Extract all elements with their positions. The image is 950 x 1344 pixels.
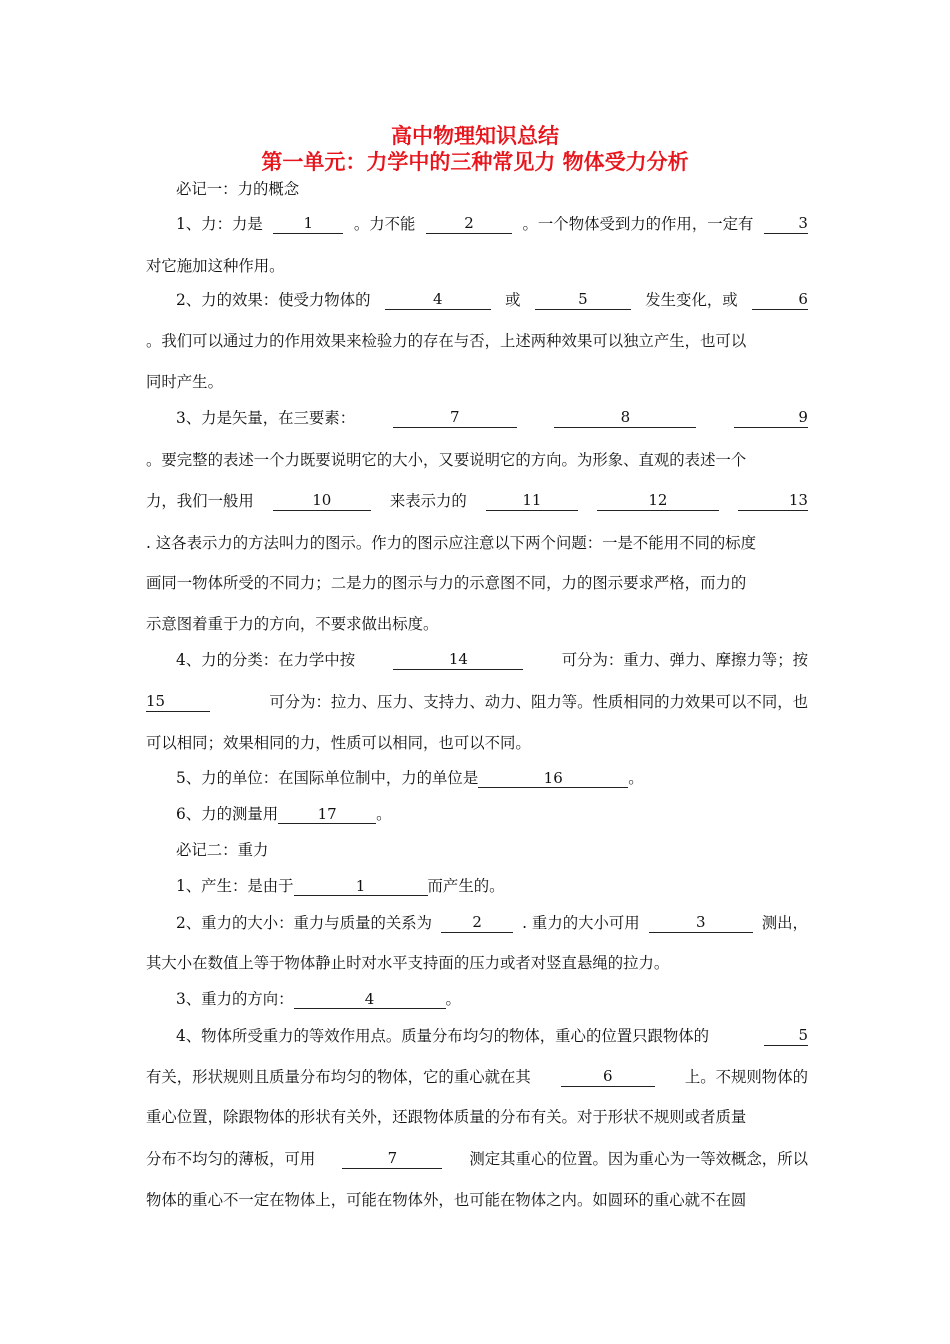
fill-blank: 6 xyxy=(752,290,808,310)
fill-blank: 2 xyxy=(426,214,512,234)
fill-blank: 3 xyxy=(764,214,808,234)
fill-blank: 7 xyxy=(342,1149,442,1169)
fill-blank: 16 xyxy=(478,769,628,788)
section2-heading: 必记二：重力 xyxy=(176,841,269,859)
fill-blank: 2 xyxy=(441,913,513,933)
s1-item2-line2: 。我们可以通过力的作用效果来检验力的存在与否，上述两种效果可以独立产生，也可以 xyxy=(146,332,747,350)
document-title: 高中物理知识总结 xyxy=(391,124,559,148)
text: 可分为：拉力、压力、支持力、动力、阻力等。性质相同的力效果可以不同，也 xyxy=(269,693,808,711)
text: 1、力：力是 xyxy=(176,215,263,233)
fill-blank: 4 xyxy=(294,990,446,1009)
s1-item3-line3 xyxy=(146,491,808,511)
text: 测出， xyxy=(761,914,808,932)
text: 。 xyxy=(628,769,644,787)
text: 可分为：重力、弹力、摩擦力等；按 xyxy=(561,651,808,669)
section1-heading: 必记一：力的概念 xyxy=(176,180,300,198)
s1-item3-line4: . 这各表示力的方法叫力的图示。作力的图示应注意以下两个问题：一是不能用不同的标度 xyxy=(146,534,757,552)
text: 而产生的。 xyxy=(427,877,505,895)
text: 3、力是矢量，在三要素： xyxy=(176,409,356,427)
text: 。 xyxy=(445,990,461,1008)
fill-blank: 9 xyxy=(734,408,808,428)
text: 6、力的测量用 xyxy=(176,805,279,823)
text: . 重力的大小可用 xyxy=(522,914,640,932)
text: 测定其重心的位置。因为重心为一等效概念，所以 xyxy=(469,1150,808,1168)
s1-item4-line3: 可以相同；效果相同的力，性质可以相同，也可以不同。 xyxy=(146,734,531,752)
fill-blank: 13 xyxy=(738,491,808,511)
text: 2、力的效果：使受力物体的 xyxy=(176,291,371,309)
fill-blank: 1 xyxy=(294,877,428,896)
s2-item3 xyxy=(176,989,808,1009)
text: 2、重力的大小：重力与质量的关系为 xyxy=(176,914,433,932)
fill-blank: 6 xyxy=(561,1067,655,1087)
fill-blank: 8 xyxy=(554,408,696,428)
s1-item6 xyxy=(176,804,808,824)
text: 1、产生：是由于 xyxy=(176,877,294,895)
s2-item4-line2 xyxy=(146,1067,808,1087)
s2-item4-line4 xyxy=(146,1149,808,1169)
text: 3、重力的方向： xyxy=(176,990,294,1008)
fill-blank: 3 xyxy=(649,913,753,933)
s1-item5 xyxy=(176,768,808,788)
s1-item1-line1 xyxy=(176,214,808,234)
s1-item3-line1 xyxy=(176,408,808,428)
text: 分布不均匀的薄板，可用 xyxy=(146,1150,316,1168)
s2-item1 xyxy=(176,876,808,896)
text: 力，我们一般用 xyxy=(146,492,254,510)
text: 来表示力的 xyxy=(389,492,467,510)
fill-blank: 15 xyxy=(146,692,210,712)
unit-subtitle: 第一单元：力学中的三种常见力 物体受力分析 xyxy=(261,150,689,174)
fill-blank: 1 xyxy=(273,214,343,234)
s2-item4-line3: 重心位置，除跟物体的形状有关外，还跟物体质量的分布有关。对于形状不规则或者质量 xyxy=(146,1108,747,1126)
fill-blank: 10 xyxy=(273,491,371,511)
s1-item3-line6: 示意图着重于力的方向，不要求做出标度。 xyxy=(146,615,439,633)
s1-item1-line2: 对它施加这种作用。 xyxy=(146,257,285,275)
text: 4、物体所受重力的等效作用点。质量分布均匀的物体，重心的位置只跟物体的 xyxy=(176,1027,710,1045)
text: 。力不能 xyxy=(353,215,416,233)
fill-blank: 5 xyxy=(535,290,631,310)
s2-item4-line1 xyxy=(176,1026,808,1046)
text: 。一个物体受到力的作用，一定有 xyxy=(522,215,754,233)
fill-blank: 12 xyxy=(597,491,719,511)
fill-blank: 11 xyxy=(486,491,578,511)
fill-blank: 5 xyxy=(764,1026,808,1046)
fill-blank: 7 xyxy=(393,408,517,428)
s1-item4-line1 xyxy=(176,650,808,670)
text: 。 xyxy=(376,805,392,823)
text: 有关，形状规则且质量分布均匀的物体，它的重心就在其 xyxy=(146,1068,531,1086)
fill-blank: 4 xyxy=(385,290,491,310)
text: 5、力的单位：在国际单位制中，力的单位是 xyxy=(176,769,479,787)
s1-item2-line3: 同时产生。 xyxy=(146,373,223,391)
fill-blank: 14 xyxy=(393,650,523,670)
text: 或 xyxy=(505,291,521,309)
s2-item4-line5: 物体的重心不一定在物体上，可能在物体外，也可能在物体之内。如圆环的重心就不在圆 xyxy=(146,1191,747,1209)
s2-item2-line2: 其大小在数值上等于物体静止时对水平支持面的压力或者对竖直悬绳的拉力。 xyxy=(146,954,670,972)
fill-blank: 17 xyxy=(278,805,376,824)
text: 上。不规则物体的 xyxy=(684,1068,808,1086)
s1-item4-line2 xyxy=(146,692,808,712)
s2-item2-line1 xyxy=(176,913,808,933)
s1-item2-line1 xyxy=(176,290,808,310)
text: 发生变化，或 xyxy=(645,291,738,309)
s1-item3-line5: 画同一物体所受的不同力；二是力的图示与力的示意图不同，力的图示要求严格，而力的 xyxy=(146,574,747,592)
s1-item3-line2: 。要完整的表述一个力既要说明它的大小，又要说明它的方向。为形象、直观的表述一个 xyxy=(146,451,747,469)
text: 4、力的分类：在力学中按 xyxy=(176,651,356,669)
